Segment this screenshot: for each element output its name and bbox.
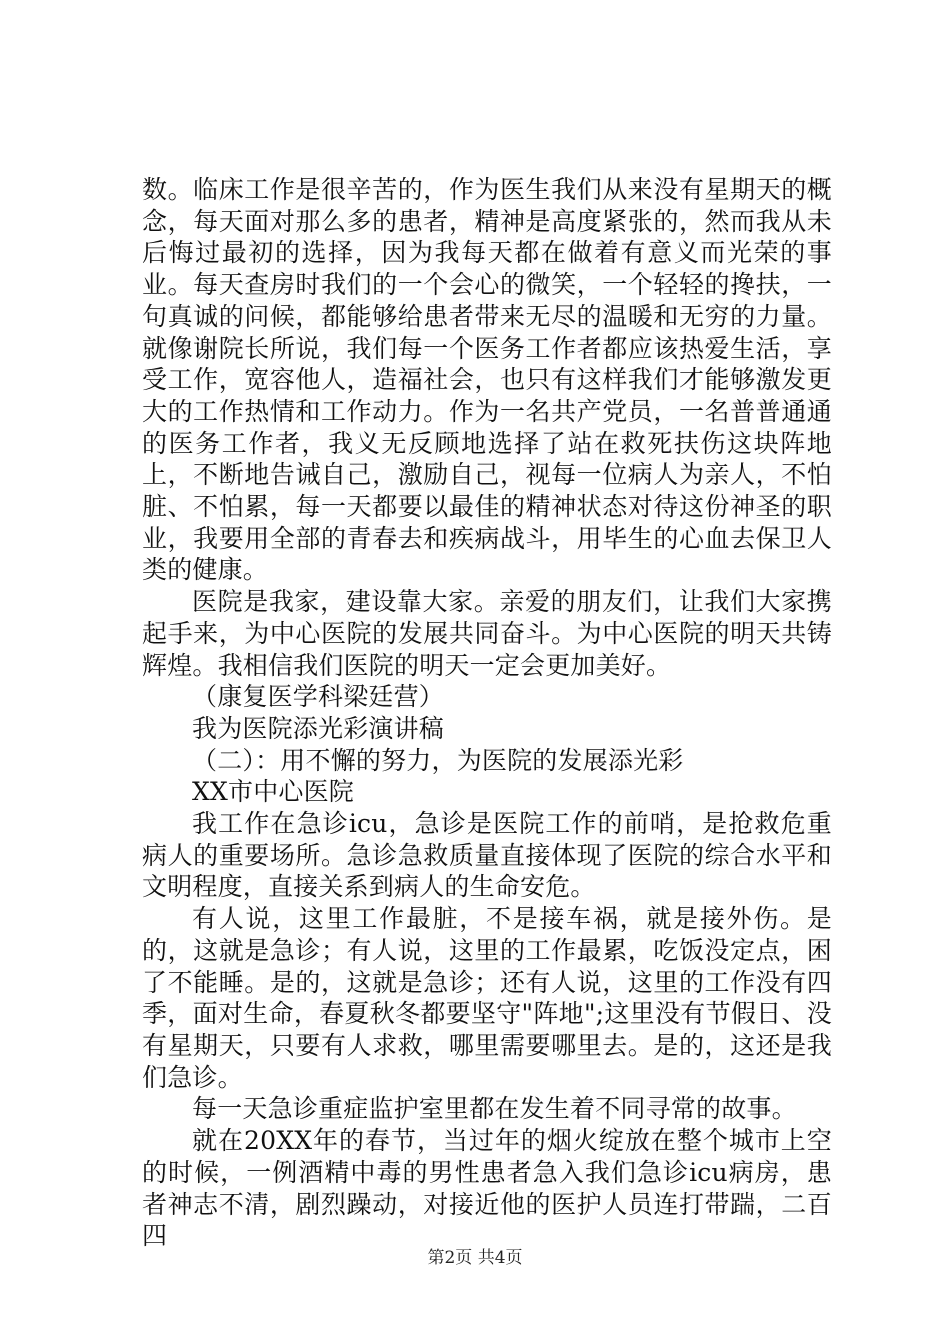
author-line: （康复医学科梁廷营） [192,682,445,712]
paragraph-every-day: 每一天急诊重症监护室里都在发生着不同寻常的故事。 [192,1094,797,1124]
paragraph-people-say: 有人说，这里工作最脏，不是接车祸，就是接外伤。是的，这就是急诊；有人说，这里的工作最累，吃饭没定点，困了不能睡。是的，这就是急诊；还有人说，这里的工作没有四季，面对生命，春夏秋冬都要坚守"阵地";这里没有节假日、没有星期天，只要有人求救，哪里需要哪里去。是的，这还是我们急诊。 [142,904,832,1092]
document-body [142,174,832,1252]
paragraph-emergency-icu: 我工作在急诊icu，急诊是医院工作的前哨，是抢救危重病人的重要场所。急诊急救质量直接体现了医院的综合水平和文明程度，直接关系到病人的生命安危。 [142,809,832,902]
paragraph-hospital-home: 医院是我家，建设靠大家。亲爱的朋友们，让我们大家携起手来，为中心医院的发展共同奋斗。为中心医院的明天共铸辉煌。我相信我们医院的明天一定会更加美好。 [142,587,832,680]
hospital-name: XX市中心医院 [192,777,354,807]
speech-subtitle: （二）：用不懈的努力，为医院的发展添光彩 [192,745,684,775]
paragraph-spring-festival: 就在20XX年的春节，当过年的烟火绽放在整个城市上空的时候，一例酒精中毒的男性患者急入我们急诊icu病房，患者神志不清，剧烈躁动，对接近他的医护人员连打带踹，二百四 [142,1126,832,1251]
speech-title: 我为医院添光彩演讲稿 [192,713,445,743]
page-number-footer: 第2页 共4页 [427,1248,523,1268]
paragraph-continuation: 数。临床工作是很辛苦的，作为医生我们从来没有星期天的概念，每天面对那么多的患者，精神是高度紧张的，然而我从未后悔过最初的选择，因为我每天都在做着有意义而光荣的事业。每天查房时我们的一个会心的微笑，一个轻轻的搀扶，一句真诚的问候，都能够给患者带来无尽的温暖和无穷的力量。就像谢院长所说，我们每一个医务工作者都应该热爱生活，享受工作，宽容他人，造福社会，也只有这样我们才能够激发更大的工作热情和工作动力。作为一名共产党员，一名普普通通的医务工作者，我义无反顾地选择了站在救死扶伤这块阵地上，不断地告诫自己，激励自己，视每一位病人为亲人，不怕脏、不怕累，每一天都要以最佳的精神状态对待这份神圣的职业，我要用全部的青春去和疾病战斗，用毕生的心血去保卫人类的健康。 [142,175,832,585]
